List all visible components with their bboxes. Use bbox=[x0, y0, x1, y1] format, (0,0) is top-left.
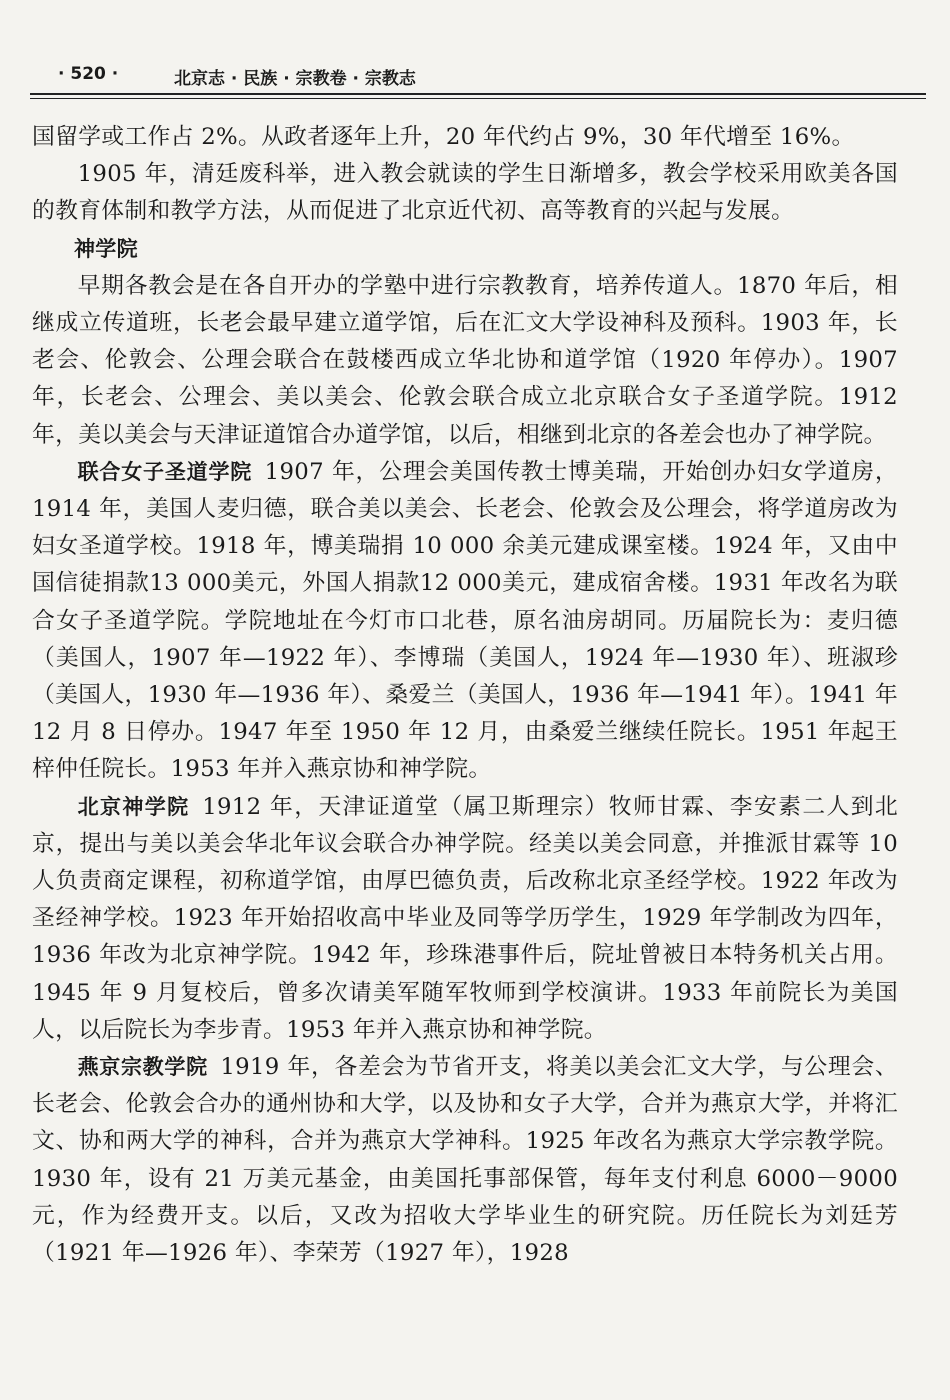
header-rule-thin bbox=[30, 98, 926, 99]
book-title: 北京志 · 民族 · 宗教卷 · 宗教志 bbox=[174, 69, 416, 89]
entry-title: 联合女子圣道学院 bbox=[77, 459, 253, 484]
entry-yenching-school-of-religion bbox=[32, 1049, 898, 1272]
entry-text: 1912 年，天津证道堂（属卫斯理宗）牧师甘霖、李安素二人到北京，提出与美以美会华北年议会联合办神学院。经美以美会同意，并推派甘霖等 10 人负责商定课程，初称道学馆，由厚巴德负责，后改称北京圣经学校。1922 年改为圣经神学校。1923 年开始招收高中毕业及同等学历学生，1929 年学制改为四年，1936 年改为北京神学院。1942 年，珍珠港事件后，院址曾被日本特务机关占用。1945 年 9 月复校后，曾多次请美军随军牧师到学校演讲。1933 年前院长为美国人，以后院长为李步青。1953 年并入燕京协和神学院。 bbox=[32, 793, 899, 1043]
entry-text: 1907 年，公理会美国传教士博美瑞，开始创办妇女学道房，1914 年，美国人麦归德，联合美以美会、长老会、伦敦会及公理会，将学道房改为妇女圣道学校。1918 年，博美瑞捐 10 000 余美元建成课室楼。1924 年，又由中国信徒捐款13 000美元，外国人捐款12 000美元，建成宿舍楼。1931 年改名为联合女子圣道学院。学院地址在今灯市口北巷，原名油房胡同。历届院长为：麦归德（美国人，1907 年—1922 年）、李博瑞（美国人，1924 年—1930 年）、班淑珍（美国人，1930 年—1936 年）、桑爱兰（美国人，1936 年—1941 年）。1941 年 12 月 8 日停办。1947 年至 1950 年 12 月，由桑爱兰继续任院长。1951 年起王梓仲任院长。1953 年并入燕京协和神学院。 bbox=[32, 458, 898, 783]
header-rule-thick bbox=[30, 93, 926, 95]
body-text bbox=[32, 119, 898, 1272]
page-number: · 520 · bbox=[58, 64, 119, 84]
running-header bbox=[30, 64, 926, 92]
entry-title: 燕京宗教学院 bbox=[77, 1055, 208, 1080]
entry-title: 北京神学院 bbox=[77, 794, 190, 819]
entry-text: 1919 年，各差会为节省开支，将美以美会汇文大学，与公理会、长老会、伦敦会合办的通州协和大学，以及协和女子大学，合并为燕京大学，并将汇文、协和两大学的神科，合并为燕京大学神科。1925 年改名为燕京大学宗教学院。1930 年，设有 21 万美元基金，由美国托事部保管，每年支付利息 6000－9000 元，作为经费开支。以后，又改为招收大学毕业生的研究院。历任院长为刘廷芳（1921 年—1926 年）、李荣芳（1927 年），1928 bbox=[32, 1054, 898, 1267]
paragraph-continued: 国留学或工作占 2%。从政者逐年上升，20 年代约占 9%，30 年代增至 16%。 bbox=[32, 124, 855, 150]
entry-union-womens-bible-college bbox=[32, 454, 898, 789]
section-heading-seminaries: 神学院 bbox=[74, 236, 138, 261]
entry-peking-seminary bbox=[32, 789, 898, 1049]
paragraph-exam-abolition: 1905 年，清廷废科举，进入教会就读的学生日渐增多，教会学校采用欧美各国的教育体制和教学方法，从而促进了北京近代初、高等教育的兴起与发展。 bbox=[32, 161, 898, 225]
paragraph-seminary-overview: 早期各教会是在各自开办的学塾中进行宗教教育，培养传道人。1870 年后，相继成立传道班，长老会最早建立道学馆，后在汇文大学设神科及预科。1903 年，长老会、伦敦会、公理会联合在鼓楼西成立华北协和道学馆（1920 年停办）。1907 年，长老会、公理会、美以美会、伦敦会联合成立北京联合女子圣道学院。1912 年，美以美会与天津证道馆合办道学馆，以后，相继到北京的各差会也办了神学院。 bbox=[32, 272, 898, 448]
